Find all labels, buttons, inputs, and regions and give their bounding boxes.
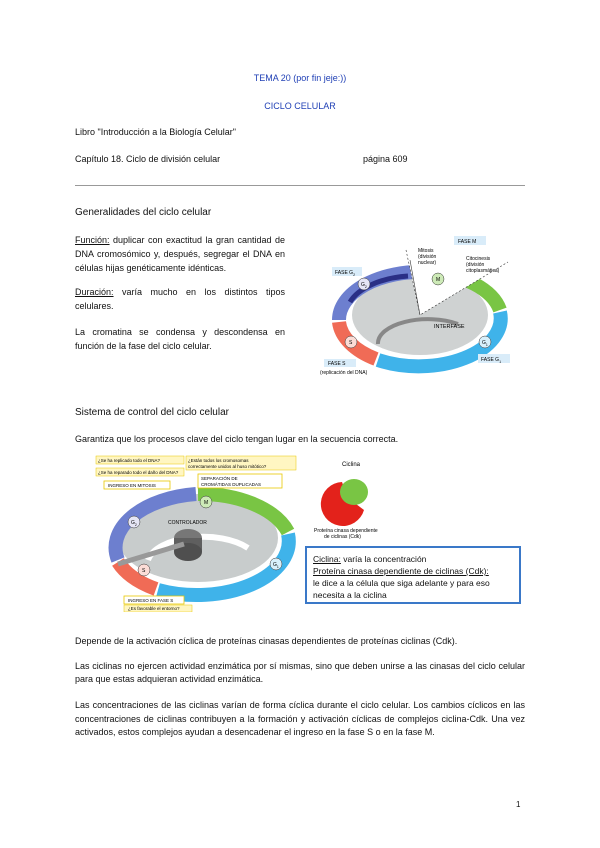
separacion2-label: CROMÁTIDAS DUPLICADAS <box>201 482 262 487</box>
divider <box>75 185 525 186</box>
citocinesis-line-2: (división <box>466 262 485 268</box>
q4-label: ¿Es favorable el entorno? <box>128 606 180 611</box>
funcion-paragraph <box>75 233 285 275</box>
q3-label: ¿Están todos los cromosomas <box>188 458 249 463</box>
ingreso-m-label: INGRESO EN MITOSIS <box>108 483 156 488</box>
duracion-label: Duración: <box>75 287 114 297</box>
ctrl-g2-label-subscript: 2 <box>134 523 137 527</box>
ciclina-label: Ciclina <box>342 462 361 468</box>
interfase-label: INTERFASE <box>434 324 465 330</box>
paragraph-1: Depende de la activación cíclica de proteínas cinasas dependientes de proteínas ciclinas (Cdk). <box>75 636 458 646</box>
fase-g2-label: FASE $G_2$ <box>335 270 356 277</box>
section-heading-control: Sistema de control del ciclo celular <box>75 407 229 418</box>
ctrl-s-label: S <box>142 568 146 574</box>
page-number: 1 <box>516 800 521 809</box>
paragraph-2: Las ciclinas no ejercen actividad enzimática por sí mismas, sino que deben unirse a las cinasas del ciclo celular para que estas adquieran actividad enzimática. <box>75 661 525 684</box>
cyclin-shape <box>340 479 368 505</box>
cromatina-paragraph: La cromatina se condensa y descondensa en función de la fase del ciclo celular. <box>75 327 285 351</box>
duracion-paragraph <box>75 285 285 313</box>
chapter-line: Capítulo 18. Ciclo de división celular <box>75 154 221 164</box>
q1-label: ¿Se ha replicado todo el DNA? <box>98 458 161 463</box>
fase-m-label: FASE M <box>458 239 477 245</box>
cdk-label-line-2: de ciclinas (Cdk) <box>324 534 361 540</box>
q2-label: ¿Se ha reparado todo el daño del DNA? <box>98 470 179 475</box>
page-title: CICLO CELULAR <box>264 101 336 111</box>
g1-circle-label-subscript: 1 <box>485 343 488 347</box>
section-heading-general: Generalidades del ciclo celular <box>75 207 212 218</box>
mitosis-line-3: nuclear) <box>418 260 437 266</box>
ctrl-g1-label-subscript: 1 <box>276 565 279 569</box>
controlador-label: CONTROLADOR <box>168 520 207 526</box>
mitosis-line-2: (división <box>418 254 437 260</box>
g1-circle-label: $G_1$ <box>482 340 488 347</box>
cdk-label-line-1: Proteína cinasa dependiente <box>314 528 378 534</box>
replicacion-label: (replicación del DNA) <box>320 370 368 376</box>
mitosis-line-1: Mitosis <box>418 248 434 254</box>
note-ciclina-line <box>313 553 513 565</box>
fase-s-label: FASE S <box>328 361 346 367</box>
g2-circle-label-subscript: 2 <box>364 285 367 289</box>
fase-g1-label-subscript: 1 <box>499 360 502 364</box>
fase-g2-label-subscript: 2 <box>353 273 356 277</box>
s-circle-label: S <box>349 340 353 346</box>
cyclin-cdk-figure <box>312 452 422 544</box>
control-system-figure <box>88 452 303 612</box>
q3b-label: correctamente unidos al huso mitótico? <box>188 464 267 469</box>
funcion-label: Función: <box>75 235 110 245</box>
citocinesis-line-1: Citocinesis <box>466 256 491 262</box>
duracion-text: varía mucho en los distintos tipos celulares. <box>75 287 285 311</box>
fase-g1-label: FASE $G_1$ <box>481 357 502 364</box>
note-ciclina-label: Ciclina: <box>313 554 341 564</box>
cyclin-note-box <box>305 546 521 604</box>
ingreso-s-label: INGRESO EN FASE S <box>128 598 174 603</box>
book-line: Libro "Introducción a la Biología Celular" <box>75 127 236 137</box>
page-reference: página 609 <box>363 154 408 164</box>
note-ciclina-text: varía la concentración <box>340 554 427 564</box>
citocinesis-line-3: citoplasmática) <box>466 268 500 274</box>
ctrl-g1-label: $G_1$ <box>273 562 279 569</box>
ctrl-m-label: M <box>204 500 209 506</box>
note-cdk-text: le dice a la célula que siga adelante y para eso necesita a la ciclina <box>313 578 490 600</box>
note-cdk-label: Proteína cinasa dependiente de ciclinas (Cdk): <box>313 566 489 576</box>
ctrl-g2-label: $G_2$ <box>131 520 137 527</box>
cell-cycle-figure <box>318 232 528 382</box>
topic-title: TEMA 20 (por fin jeje:)) <box>253 73 347 83</box>
g2-circle-label: $G_2$ <box>361 282 367 289</box>
funcion-text: duplicar con exactitud la gran cantidad de DNA cromosómico y, después, segregar el DNA en células hijas genéticamente idénticas. <box>75 235 285 273</box>
garantiza-text: Garantiza que los procesos clave del ciclo tengan lugar en la secuencia correcta. <box>75 434 399 444</box>
separacion-label: SEPARACIÓN DE <box>201 476 238 481</box>
paragraph-3: Las concentraciones de las ciclinas varían de forma cíclica durante el ciclo celular. Los cambios cíclicos en las concentraciones de ciclinas contribuyen a la formación y activación cíclicas de complejos ciclina-Cdk. Una vez activados, estos complejos ayudan a desencadenar el ingreso en la fase S o en la fase M. <box>75 700 525 737</box>
m-circle-label: M <box>436 277 441 283</box>
